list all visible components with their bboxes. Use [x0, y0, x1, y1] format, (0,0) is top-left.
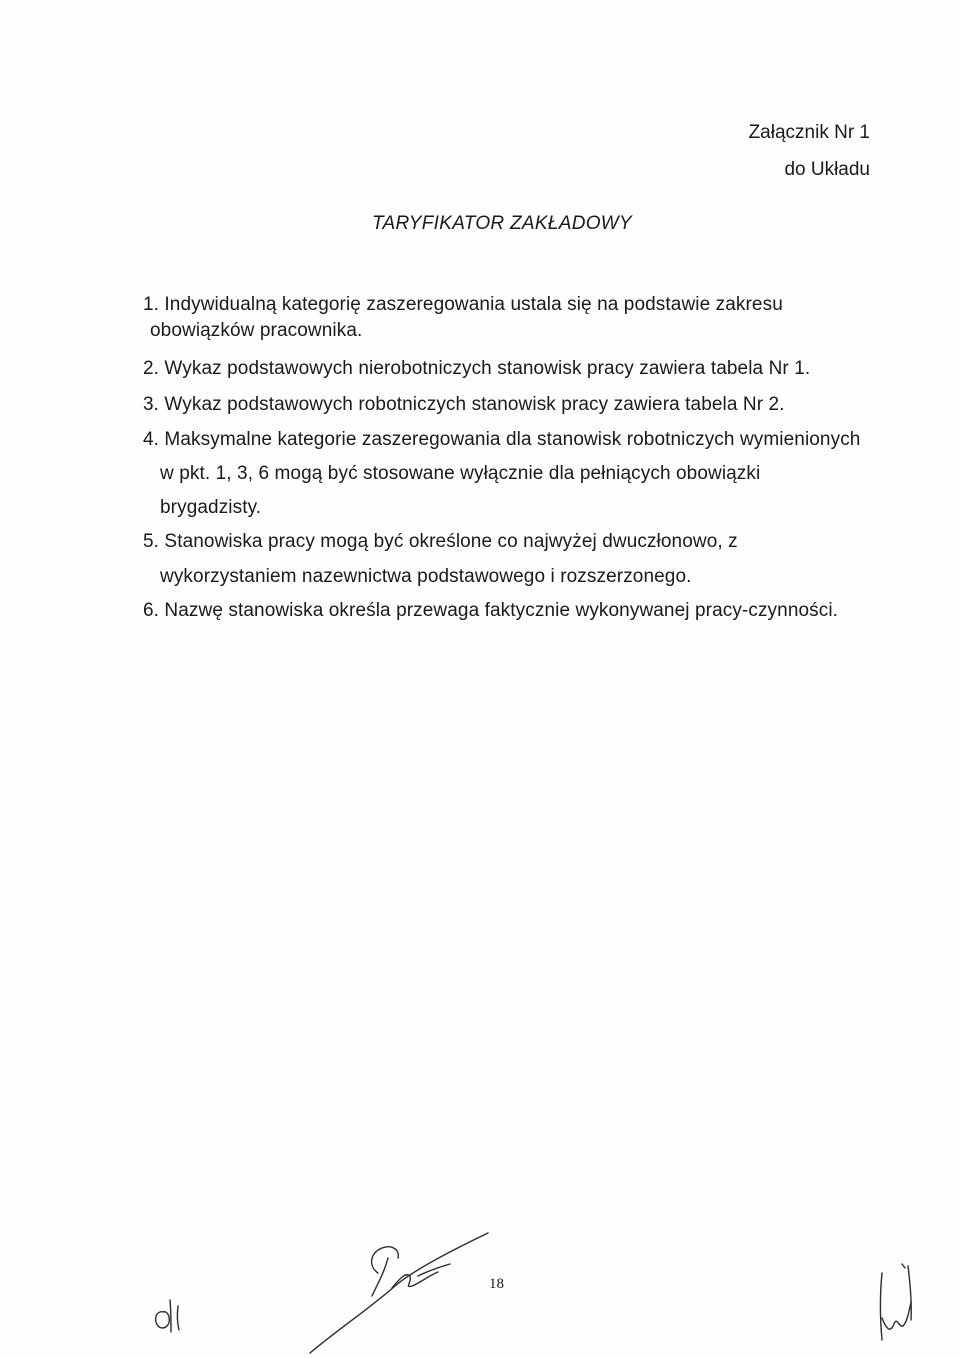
paragraph-3: 3. Wykaz podstawowych robotniczych stanowisk pracy zawiera tabela Nr 2.	[143, 394, 785, 415]
initials-signature-left	[150, 1290, 190, 1340]
paragraph-6: 6. Nazwę stanowiska określa przewaga faktycznie wykonywanej pracy-czynności.	[143, 600, 839, 621]
paragraph-5-line-2: wykorzystaniem nazewnictwa podstawowego i rozszerzonego.	[160, 566, 692, 587]
paragraph-4-line-2: w pkt. 1, 3, 6 mogą być stosowane wyłącznie dla pełniących obowiązki	[160, 463, 761, 484]
annex-header	[749, 114, 870, 188]
signature-center	[300, 1228, 500, 1358]
page-number: 18	[489, 1276, 504, 1292]
paragraph-4-line-3: brygadzisty.	[160, 497, 262, 518]
signature-right	[872, 1258, 922, 1348]
paragraph-2: 2. Wykaz podstawowych nierobotniczych stanowisk pracy zawiera tabela Nr 1.	[143, 358, 811, 379]
annex-number: Załącznik Nr 1	[748, 122, 870, 143]
paragraph-1-line-1: 1. Indywidualną kategorię zaszeregowania ustala się na podstawie zakresu	[143, 294, 783, 315]
paragraph-5-line-1: 5. Stanowiska pracy mogą być określone co najwyżej dwuczłonowo, z	[143, 531, 738, 552]
annex-reference: do Układu	[784, 159, 870, 180]
document-title: TARYFIKATOR ZAKŁADOWY	[372, 213, 633, 234]
paragraph-4-line-1: 4. Maksymalne kategorie zaszeregowania dla stanowisk robotniczych wymienionych	[143, 429, 861, 450]
paragraph-1-line-2: obowiązków pracownika.	[150, 320, 363, 341]
